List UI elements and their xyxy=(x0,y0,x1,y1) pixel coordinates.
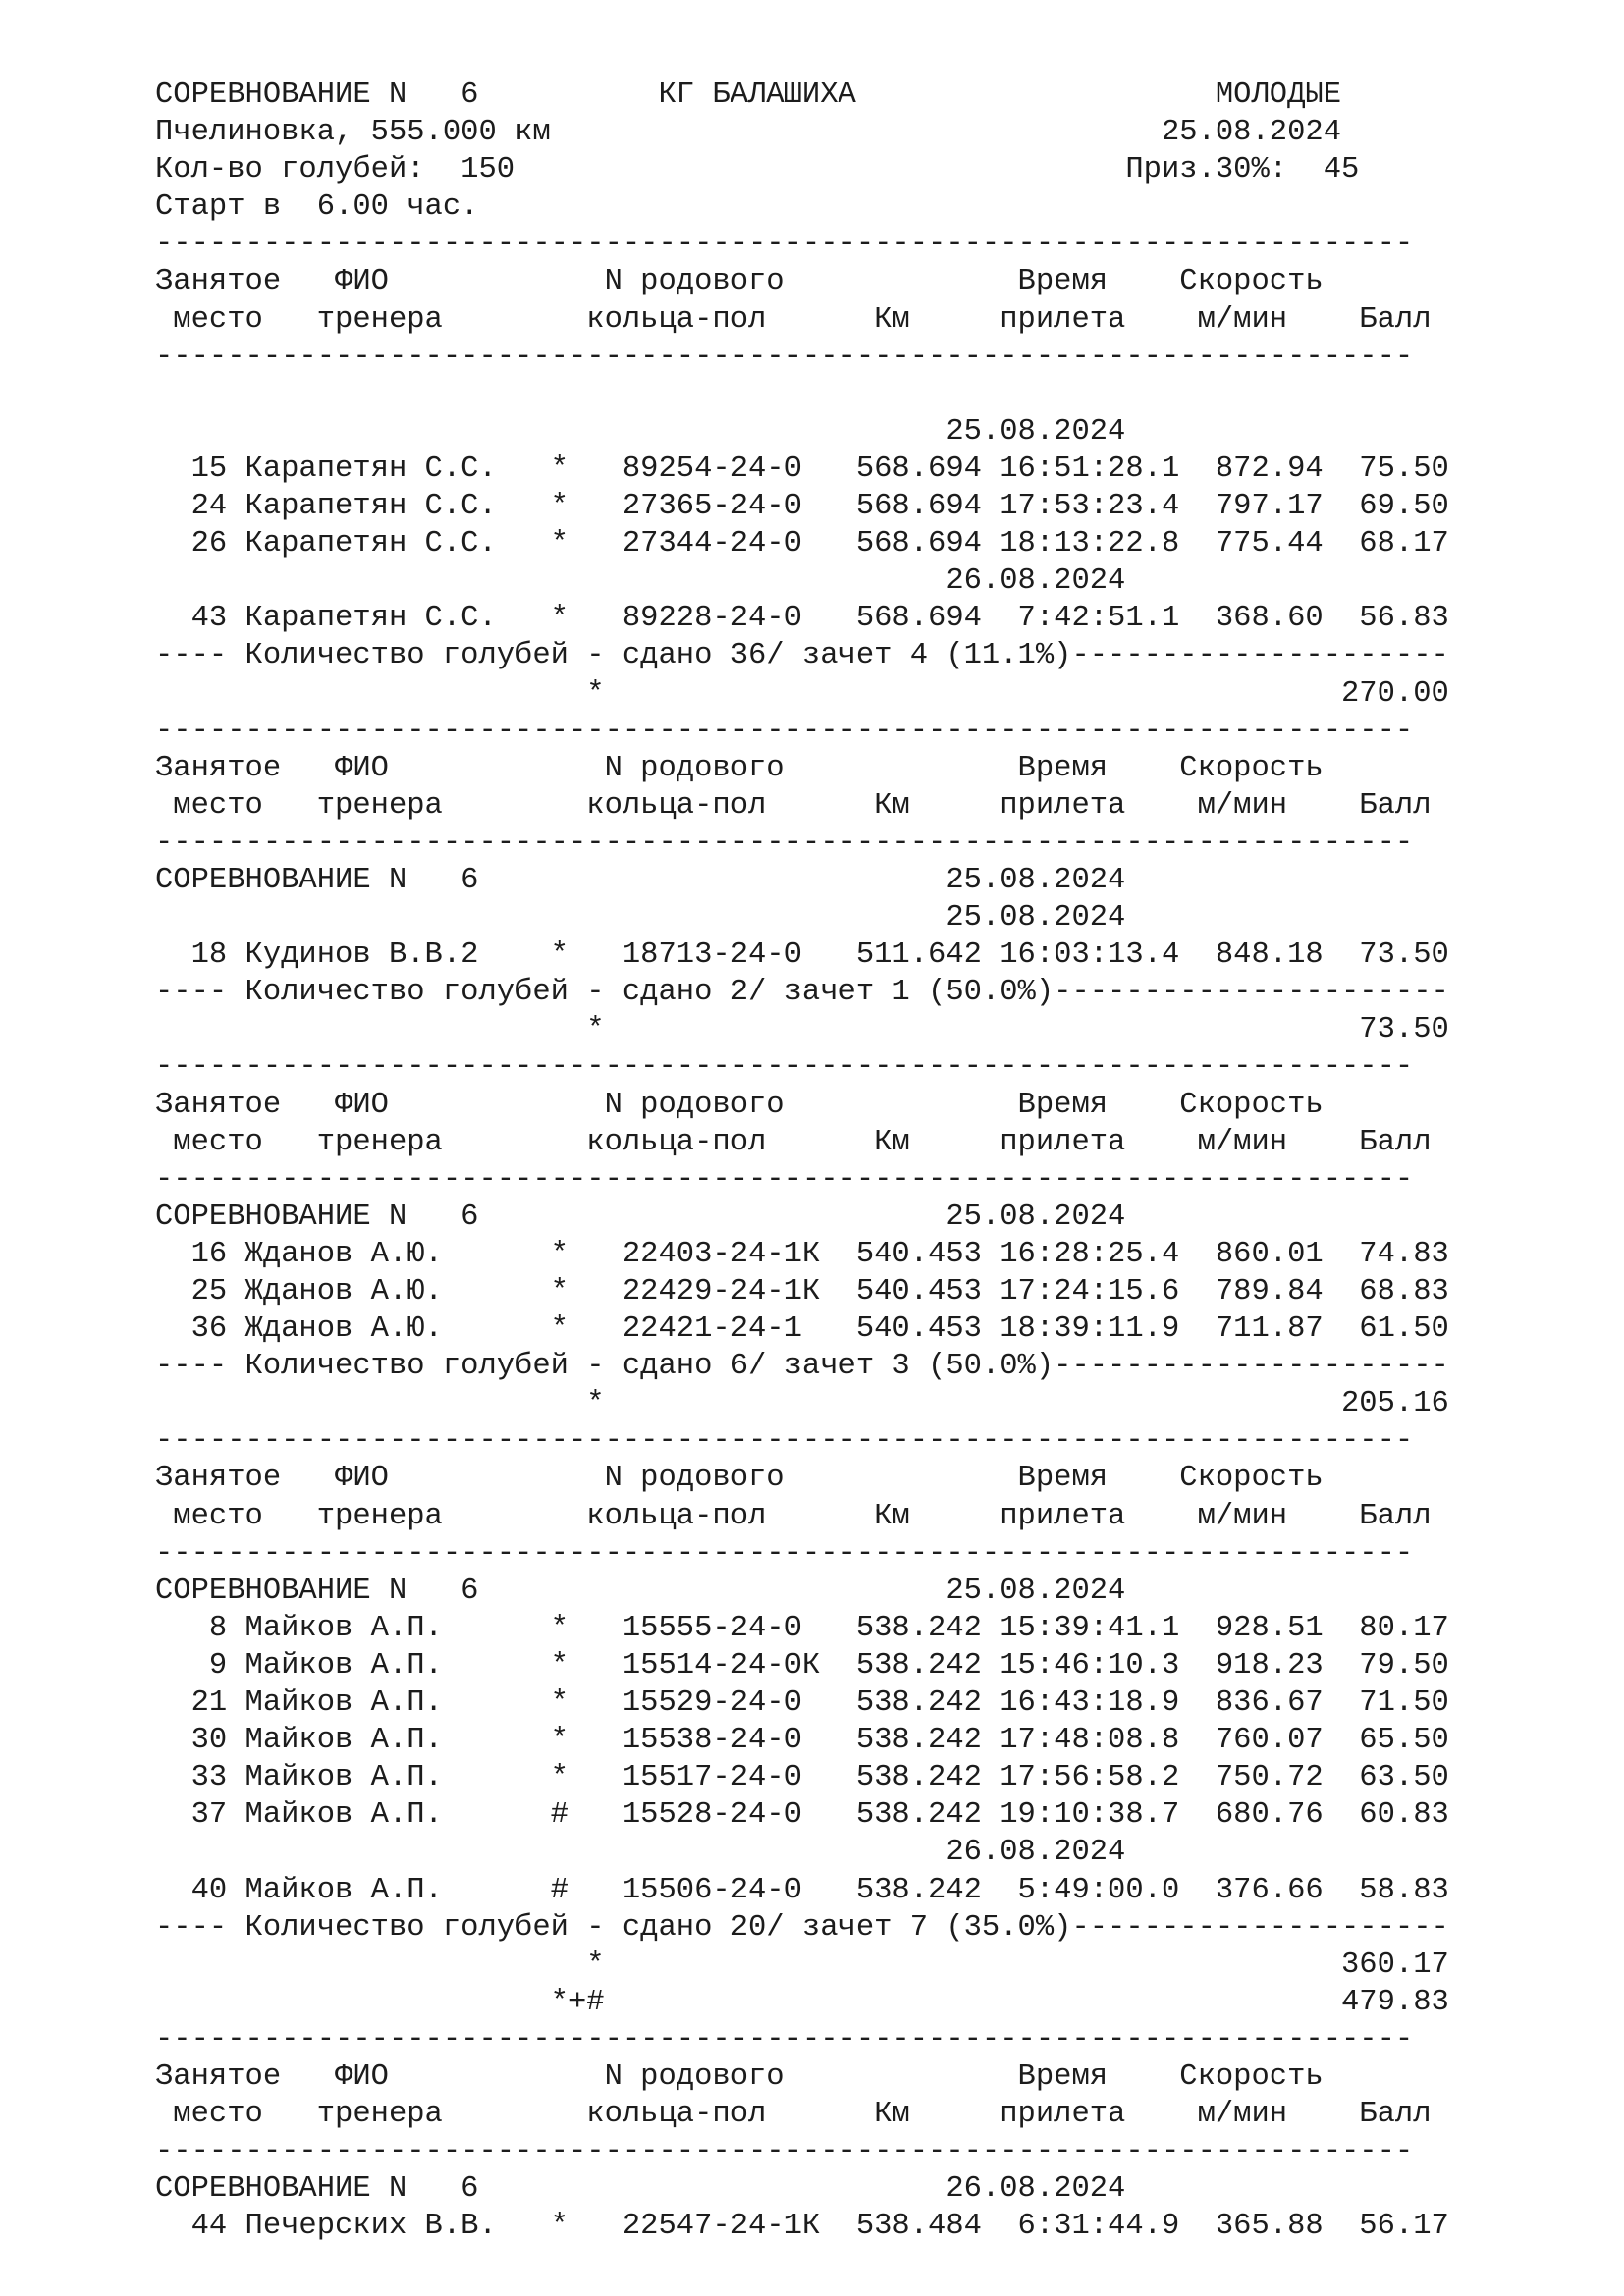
result-line: 25.08.2024 xyxy=(155,414,1126,449)
result-line: СОРЕВНОВАНИЕ N 6 26.08.2024 xyxy=(155,2172,1126,2207)
result-line: *+# 479.83 xyxy=(155,1985,1449,2019)
result-line: 16 Жданов А.Ю. * 22403-24-1К 540.453 16:28:25.4 860.01 74.83 xyxy=(155,1237,1449,1271)
column-header-row-2: место тренера кольца-пол Км прилета м/мин Балл xyxy=(155,1499,1432,1533)
result-line: 9 Майков А.П. * 15514-24-0К 538.242 15:46:10.3 918.23 79.50 xyxy=(155,1648,1449,1682)
separator-line: ---------------------------------------------------------------------- xyxy=(155,1536,1414,1571)
result-line: * 205.16 xyxy=(155,1387,1449,1421)
result-line: 30 Майков А.П. * 15538-24-0 538.242 17:48:08.8 760.07 65.50 xyxy=(155,1724,1449,1758)
result-line: * 360.17 xyxy=(155,1948,1449,1982)
column-header-row-2: место тренера кольца-пол Км прилета м/мин Балл xyxy=(155,302,1432,337)
column-header-row-1: Занятое ФИО N родового Время Скорость xyxy=(155,265,1324,299)
header-line-2: Пчелиновка, 555.000 км 25.08.2024 xyxy=(155,116,1341,150)
header-line-1: СОРЕВНОВАНИЕ N 6 КГ БАЛАШИХА МОЛОДЫЕ xyxy=(155,79,1341,112)
column-header-row-1: Занятое ФИО N родового Время Скорость xyxy=(155,2059,1324,2094)
separator-line: ---------------------------------------------------------------------- xyxy=(155,826,1414,860)
separator-line: ---------------------------------------------------------------------- xyxy=(155,340,1414,374)
separator-line: ---------------------------------------------------------------------- xyxy=(155,1424,1414,1459)
result-line xyxy=(155,376,1589,413)
result-line: 40 Майков А.П. # 15506-24-0 538.242 5:49:00.0 376.66 58.83 xyxy=(155,1873,1449,1907)
separator-line: ---------------------------------------------------------------------- xyxy=(155,2135,1414,2169)
result-line: СОРЕВНОВАНИЕ N 6 25.08.2024 xyxy=(155,863,1126,897)
column-header-row-1: Занятое ФИО N родового Время Скорость xyxy=(155,1088,1324,1122)
result-line: ---- Количество голубей - сдано 2/ зачет 1 (50.0%)---------------------- xyxy=(155,976,1449,1010)
result-line: 26.08.2024 xyxy=(155,564,1126,599)
result-line: СОРЕВНОВАНИЕ N 6 25.08.2024 xyxy=(155,1200,1126,1234)
result-line: 25 Жданов А.Ю. * 22429-24-1К 540.453 17:24:15.6 789.84 68.83 xyxy=(155,1275,1449,1308)
result-line: * 270.00 xyxy=(155,676,1449,711)
separator-line: ---------------------------------------------------------------------- xyxy=(155,1162,1414,1197)
header-line-4: Старт в 6.00 час. xyxy=(155,190,479,225)
result-line: 15 Карапетян С.С. * 89254-24-0 568.694 16:51:28.1 872.94 75.50 xyxy=(155,452,1449,486)
result-line: 21 Майков А.П. * 15529-24-0 538.242 16:43:18.9 836.67 71.50 xyxy=(155,1686,1449,1721)
column-header-row-1: Занятое ФИО N родового Время Скорость xyxy=(155,1462,1324,1496)
result-line: 43 Карапетян С.С. * 89228-24-0 568.694 7:42:51.1 368.60 56.83 xyxy=(155,602,1449,636)
result-line: 26 Карапетян С.С. * 27344-24-0 568.694 18:13:22.8 775.44 68.17 xyxy=(155,527,1449,561)
result-line: 25.08.2024 xyxy=(155,901,1126,935)
header-line-3: Кол-во голубей: 150 Приз.30%: 45 xyxy=(155,153,1360,187)
result-line: СОРЕВНОВАНИЕ N 6 25.08.2024 xyxy=(155,1574,1126,1608)
result-line: 24 Карапетян С.С. * 27365-24-0 568.694 17:53:23.4 797.17 69.50 xyxy=(155,490,1449,524)
separator-line: ---------------------------------------------------------------------- xyxy=(155,714,1414,748)
separator-line: ---------------------------------------------------------------------- xyxy=(155,228,1414,262)
column-header-row-1: Занятое ФИО N родового Время Скорость xyxy=(155,751,1324,785)
separator-line: ---------------------------------------------------------------------- xyxy=(155,1050,1414,1085)
separator-line: ---------------------------------------------------------------------- xyxy=(155,2022,1414,2056)
result-line: 33 Майков А.П. * 15517-24-0 538.242 17:56:58.2 750.72 63.50 xyxy=(155,1761,1449,1795)
column-header-row-2: место тренера кольца-пол Км прилета м/мин Балл xyxy=(155,788,1432,823)
results-body xyxy=(155,226,1589,2245)
result-line: * 73.50 xyxy=(155,1013,1449,1047)
result-line: 8 Майков А.П. * 15555-24-0 538.242 15:39:41.1 928.51 80.17 xyxy=(155,1611,1449,1645)
results-document xyxy=(155,77,1589,2245)
column-header-row-2: место тренера кольца-пол Км прилета м/мин Балл xyxy=(155,2098,1432,2132)
result-line: ---- Количество голубей - сдано 36/ зачет 4 (11.1%)--------------------- xyxy=(155,639,1449,673)
result-line: 18 Кудинов В.В.2 * 18713-24-0 511.642 16:03:13.4 848.18 73.50 xyxy=(155,938,1449,973)
result-line: 26.08.2024 xyxy=(155,1836,1126,1870)
result-line: 36 Жданов А.Ю. * 22421-24-1 540.453 18:39:11.9 711.87 61.50 xyxy=(155,1312,1449,1347)
result-line: 44 Печерских В.В. * 22547-24-1К 538.484 6:31:44.9 365.88 56.17 xyxy=(155,2210,1449,2244)
result-line: ---- Количество голубей - сдано 6/ зачет 3 (50.0%)---------------------- xyxy=(155,1350,1449,1384)
column-header-row-2: место тренера кольца-пол Км прилета м/мин Балл xyxy=(155,1125,1432,1159)
result-line: 37 Майков А.П. # 15528-24-0 538.242 19:10:38.7 680.76 60.83 xyxy=(155,1798,1449,1833)
result-line: ---- Количество голубей - сдано 20/ зачет 7 (35.0%)--------------------- xyxy=(155,1910,1449,1945)
